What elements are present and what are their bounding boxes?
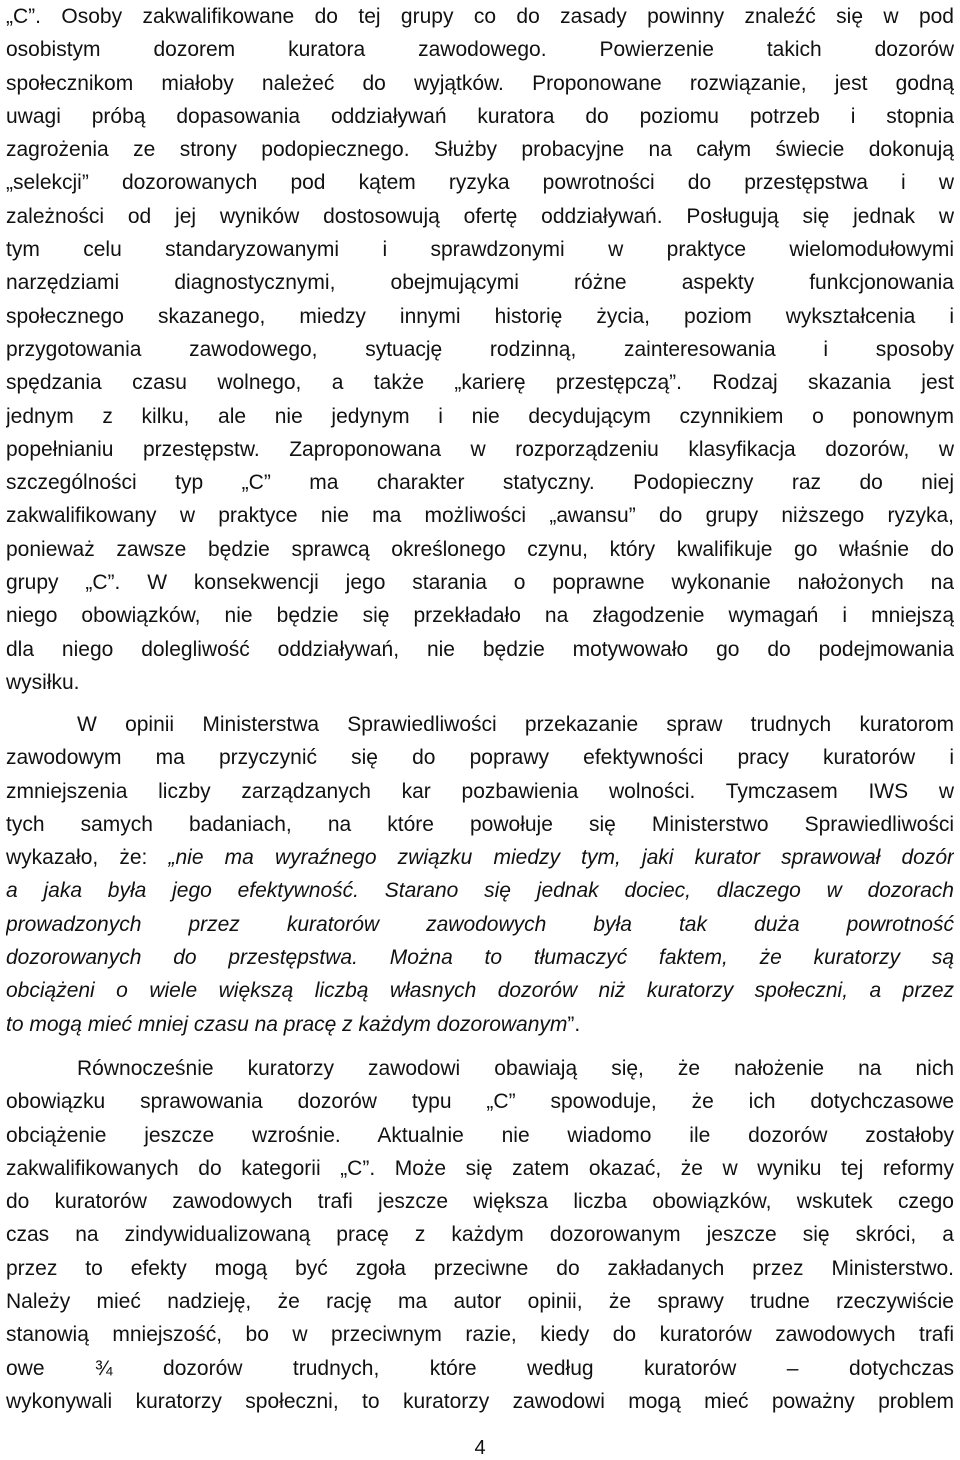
text-line: przygotowania zawodowego, sytuację rodzinną, zainteresowania i sposoby [6,337,954,361]
text-line: „selekcji” dozorowanych pod kątem ryzyka powrotności do przestępstwa i w [6,171,954,195]
text-line: tym celu standaryzowanymi i sprawdzonymi w praktyce wielomodułowymi [6,238,954,262]
text-line: uwagi próbą dopasowania oddziaływań kuratora do poziomu potrzeb i stopnia [6,104,954,128]
text-line: narzędziami diagnostycznymi, obejmującymi różne aspekty funkcjonowania [6,271,954,295]
text-line: tych samych badaniach, na które powołuje się Ministerstwo Sprawiedliwości [6,812,954,836]
text-line: „C”. Osoby zakwalifikowane do tej grupy co do zasady powinny znaleźć się w pod [6,5,954,28]
paragraph-ministry-opinion [6,708,954,1041]
text-line: wykonywali kuratorzy społeczni, to kuratorzy zawodowi mogą mieć poważny problem [6,1389,954,1413]
text-line: szczególności typ „C” ma charakter statyczny. Podopieczny raz do niej [6,471,954,495]
text-line: W opinii Ministerstwa Sprawiedliwości przekazanie spraw trudnych kuratorom [77,713,954,736]
text-line: czas na zindywidualizowaną pracę z każdym dozorowanym jeszcze się skróci, a [6,1223,954,1247]
text-line-with-quote [6,841,954,874]
text-line: zakwalifikowany w praktyce nie ma możliwości „awansu” do grupy niższego ryzyka, [6,504,954,528]
text-line: dla niego dolegliwość oddziaływań, nie będzie motywowało go do podejmowania [6,637,954,661]
quote-line: a jaka była jego efektywność. Starano się jednak dociec, dlaczego w dozorach [6,879,954,903]
text-line: zależności od jej wyników dostosowują ofertę oddziaływań. Posługują się jednak w [6,204,954,228]
text-segment: ”. [567,1012,581,1036]
text-line: zawodowym ma przyczynić się do poprawy efektywności pracy kuratorów i [6,746,954,770]
text-line: wysiłku. [6,670,80,694]
text-line: jednym z kilku, ale nie jedynym i nie decydującym czynnikiem o ponownym [6,404,954,428]
text-line: owe ¾ dozorów trudnych, które według kuratorów – dotychczas [6,1356,954,1380]
quote-end-line [6,1008,954,1041]
text-line: popełnianiu przestępstw. Zaproponowana w rozporządzeniu klasyfikacja dozorów, w [6,437,954,461]
text-line: do kuratorów zawodowych trafi jeszcze większa liczba obowiązków, wskutek czego [6,1190,954,1214]
quote-segment: „nie ma wyraźnego związku miedzy tym, jaki kurator sprawował dozór [168,846,954,870]
quote-line: obciążeni o wiele większą liczbą własnych dozorów niż kuratorzy społeczni, a przez [6,979,954,1003]
quote-segment: to mogą mieć mniej czasu na pracę z każdym dozorowanym [6,1012,568,1036]
text-segment: wykazało, że: [6,846,169,870]
text-line: stanowią mniejszość, bo w przeciwnym razie, kiedy do kuratorów zawodowych trafi [6,1323,954,1347]
text-line: Należy mieć nadzieję, że rację ma autor opinii, że sprawy trudne rzeczywiście [6,1290,954,1314]
text-line: osobistym dozorem kuratora zawodowego. Powierzenie takich dozorów [6,38,954,62]
text-line: spędzania czasu wolnego, a także „karierę przestępczą”. Rodzaj skazania jest [6,371,954,395]
text-line: przez to efekty mogą być zgoła przeciwne do zakładanych przez Ministerstwo. [6,1256,954,1280]
page-number: 4 [474,1437,486,1459]
text-line: społecznikom miałoby należeć do wyjątków. Proponowane rozwiązanie, jest godną [6,71,954,95]
text-line: Równocześnie kuratorzy zawodowi obawiają się, że nałożenie na nich [77,1057,954,1080]
quote-line: dozorowanych do przestępstwa. Można to tłumaczyć faktem, że kuratorzy są [6,946,954,970]
text-line: zagrożenia ze strony podopiecznego. Służby probacyjne na całym świecie dokonują [6,138,954,162]
text-line: grupy „C”. W konsekwencji jego starania o poprawne wykonanie nałożonych na [6,571,954,595]
text-line: zmniejszenia liczby zarządzanych kar pozbawienia wolności. Tymczasem IWS w [6,779,954,803]
text-line: niego obowiązków, nie będzie się przekładało na złagodzenie wymagań i mniejszą [6,604,954,628]
text-line: obowiązku sprawowania dozorów typu „C” spowoduje, że ich dotychczasowe [6,1090,954,1114]
text-line: społecznego skazanego, miedzy innymi historię życia, poziom wykształcenia i [6,304,954,328]
text-line: ponieważ zawsze będzie sprawcą określonego czynu, który kwalifikuje go właśnie do [6,537,954,561]
text-line: obciążenie jeszcze wzrośnie. Aktualnie nie wiadomo ile dozorów zostałoby [6,1123,954,1147]
quote-line: prowadzonych przez kuratorów zawodowych była tak duża powrotność [6,912,954,936]
text-line: zakwalifikowanych do kategorii „C”. Może się zatem okazać, że w wyniku tej reformy [6,1156,954,1180]
paragraph-supervision-classification [6,0,954,699]
paragraph-probation-officers-concerns [6,1052,954,1418]
